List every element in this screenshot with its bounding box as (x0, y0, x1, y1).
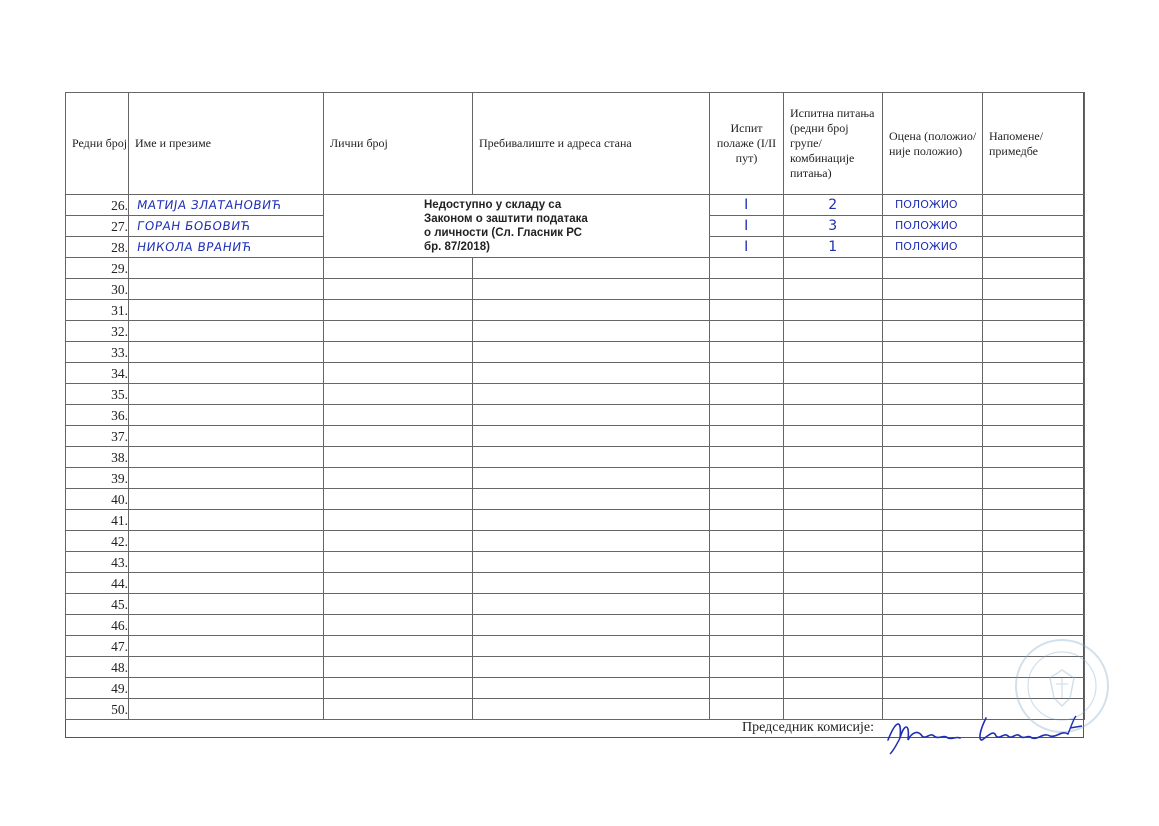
cell-attempt (710, 489, 784, 510)
header-ime: Име и презиме (129, 93, 324, 195)
cell-personal-id (324, 510, 473, 531)
cell-remarks (983, 594, 1085, 615)
table-row (66, 615, 1085, 636)
cell-personal-id (324, 279, 473, 300)
table-row (66, 279, 1085, 300)
cell-address (473, 678, 710, 699)
cell-grade (883, 405, 983, 426)
cell-attempt (710, 447, 784, 468)
cell-remarks (983, 468, 1085, 489)
cell-attempt (710, 657, 784, 678)
cell-personal-id (324, 489, 473, 510)
cell-name (129, 678, 324, 699)
table-row (66, 426, 1085, 447)
table-row (66, 195, 1085, 216)
cell-address (473, 279, 710, 300)
cell-name (129, 405, 324, 426)
row-number: 36. (66, 405, 129, 426)
cell-name (129, 363, 324, 384)
cell-question (784, 447, 883, 468)
handwritten-grade: ПОЛОЖИО (895, 240, 958, 253)
row-number: 37. (66, 426, 129, 447)
cell-name (129, 237, 324, 258)
cell-grade (883, 258, 983, 279)
table-row (66, 573, 1085, 594)
cell-question (784, 237, 883, 258)
handwritten-attempt: I (744, 218, 749, 234)
cell-attempt (710, 615, 784, 636)
cell-address (473, 573, 710, 594)
cell-personal-id (324, 321, 473, 342)
cell-grade (883, 678, 983, 699)
table-row (66, 468, 1085, 489)
cell-remarks (983, 300, 1085, 321)
row-number: 46. (66, 615, 129, 636)
cell-question (784, 321, 883, 342)
cell-question (784, 384, 883, 405)
cell-personal-id (324, 636, 473, 657)
cell-attempt (710, 321, 784, 342)
cell-question (784, 300, 883, 321)
chairman-signature (882, 710, 1092, 756)
cell-grade (883, 594, 983, 615)
cell-personal-id (324, 531, 473, 552)
cell-attempt (710, 531, 784, 552)
cell-question (784, 258, 883, 279)
header-prebivaliste: Пребивалиште и адреса стана (473, 93, 710, 195)
cell-question (784, 552, 883, 573)
cell-question (784, 426, 883, 447)
row-number: 29. (66, 258, 129, 279)
cell-question (784, 636, 883, 657)
row-number: 27. (66, 216, 129, 237)
cell-remarks (983, 321, 1085, 342)
cell-remarks (983, 279, 1085, 300)
cell-address (473, 405, 710, 426)
handwritten-grade: ПОЛОЖИО (895, 198, 958, 211)
cell-address (473, 258, 710, 279)
cell-address (473, 321, 710, 342)
table-row (66, 678, 1085, 699)
table-row (66, 321, 1085, 342)
cell-question (784, 573, 883, 594)
cell-grade (883, 552, 983, 573)
chairman-label: Председник комисије: (742, 720, 874, 735)
handwritten-question: 3 (828, 218, 838, 234)
cell-personal-id (324, 573, 473, 594)
table-row (66, 447, 1085, 468)
row-number: 50. (66, 699, 129, 720)
cell-question (784, 195, 883, 216)
table-row (66, 342, 1085, 363)
cell-question (784, 615, 883, 636)
header-redni-broj: Редни број (66, 93, 129, 195)
cell-address (473, 552, 710, 573)
cell-personal-id (324, 426, 473, 447)
cell-grade (883, 531, 983, 552)
table-row (66, 636, 1085, 657)
handwritten-question: 1 (828, 239, 838, 255)
table-row (66, 384, 1085, 405)
table-row (66, 552, 1085, 573)
cell-grade (883, 216, 983, 237)
exam-table (65, 92, 1085, 720)
cell-name (129, 594, 324, 615)
cell-question (784, 342, 883, 363)
cell-address (473, 489, 710, 510)
row-number: 42. (66, 531, 129, 552)
cell-remarks (983, 426, 1085, 447)
cell-personal-id (324, 363, 473, 384)
row-number: 35. (66, 384, 129, 405)
cell-name (129, 489, 324, 510)
cell-personal-id (324, 300, 473, 321)
cell-grade (883, 363, 983, 384)
row-number: 49. (66, 678, 129, 699)
cell-remarks (983, 510, 1085, 531)
cell-attempt (710, 216, 784, 237)
table-row (66, 489, 1085, 510)
cell-address (473, 363, 710, 384)
cell-name (129, 510, 324, 531)
cell-remarks (983, 216, 1085, 237)
cell-grade (883, 573, 983, 594)
cell-redacted (324, 195, 710, 258)
handwritten-question: 2 (828, 197, 838, 213)
row-number: 26. (66, 195, 129, 216)
cell-attempt (710, 636, 784, 657)
header-licni-broj: Лични број (324, 93, 473, 195)
cell-grade (883, 657, 983, 678)
cell-question (784, 279, 883, 300)
cell-name (129, 636, 324, 657)
cell-question (784, 657, 883, 678)
cell-question (784, 594, 883, 615)
cell-question (784, 489, 883, 510)
cell-attempt (710, 426, 784, 447)
header-ispit-polaze: Испит полаже (I/II пут) (710, 93, 784, 195)
cell-attempt (710, 573, 784, 594)
header-napomene: Напомене/ примедбе (983, 93, 1085, 195)
handwritten-attempt: I (744, 197, 749, 213)
table-row (66, 657, 1085, 678)
cell-question (784, 510, 883, 531)
cell-name (129, 258, 324, 279)
cell-personal-id (324, 384, 473, 405)
cell-personal-id (324, 678, 473, 699)
cell-attempt (710, 594, 784, 615)
row-number: 43. (66, 552, 129, 573)
cell-personal-id (324, 552, 473, 573)
table-row (66, 258, 1085, 279)
cell-name (129, 342, 324, 363)
handwritten-name: ГОРАН БОБОВИЋ (136, 219, 252, 233)
cell-address (473, 657, 710, 678)
cell-question (784, 678, 883, 699)
cell-address (473, 468, 710, 489)
cell-remarks (983, 342, 1085, 363)
cell-personal-id (324, 657, 473, 678)
cell-question (784, 531, 883, 552)
cell-name (129, 468, 324, 489)
row-number: 48. (66, 657, 129, 678)
cell-grade (883, 237, 983, 258)
cell-question (784, 363, 883, 384)
row-number: 34. (66, 363, 129, 384)
cell-attempt (710, 279, 784, 300)
cell-remarks (983, 552, 1085, 573)
cell-personal-id (324, 615, 473, 636)
cell-name (129, 279, 324, 300)
cell-personal-id (324, 447, 473, 468)
cell-grade (883, 321, 983, 342)
cell-address (473, 636, 710, 657)
handwritten-name: НИКОЛА ВРАНИЋ (136, 240, 253, 254)
cell-name (129, 426, 324, 447)
cell-grade (883, 279, 983, 300)
row-number: 47. (66, 636, 129, 657)
cell-remarks (983, 531, 1085, 552)
cell-address (473, 300, 710, 321)
cell-grade (883, 195, 983, 216)
cell-attempt (710, 510, 784, 531)
cell-remarks (983, 615, 1085, 636)
row-number: 41. (66, 510, 129, 531)
table-row (66, 363, 1085, 384)
row-number: 40. (66, 489, 129, 510)
cell-remarks (983, 489, 1085, 510)
cell-name (129, 552, 324, 573)
cell-remarks (983, 447, 1085, 468)
cell-attempt (710, 300, 784, 321)
row-number: 39. (66, 468, 129, 489)
row-number: 38. (66, 447, 129, 468)
cell-attempt (710, 678, 784, 699)
cell-grade (883, 468, 983, 489)
cell-attempt (710, 237, 784, 258)
cell-address (473, 615, 710, 636)
cell-question (784, 405, 883, 426)
table-row (66, 405, 1085, 426)
cell-remarks (983, 363, 1085, 384)
cell-grade (883, 426, 983, 447)
table-row (66, 510, 1085, 531)
cell-grade (883, 510, 983, 531)
header-ispitna-pitanja: Испитна питања (редни број групе/ комбинације питања) (784, 93, 883, 195)
row-number: 30. (66, 279, 129, 300)
cell-attempt (710, 552, 784, 573)
redaction-notice: Недоступно у складу са Законом о заштити података о личности (Сл. Гласник РС бр. 87/2018) (424, 199, 588, 253)
cell-attempt (710, 384, 784, 405)
cell-address (473, 531, 710, 552)
cell-remarks (983, 384, 1085, 405)
handwritten-grade: ПОЛОЖИО (895, 219, 958, 232)
cell-attempt (710, 468, 784, 489)
cell-remarks (983, 573, 1085, 594)
handwritten-name: МАТИЈА ЗЛАТАНОВИЋ (136, 198, 283, 212)
cell-attempt (710, 363, 784, 384)
cell-attempt (710, 405, 784, 426)
cell-question (784, 468, 883, 489)
row-number: 31. (66, 300, 129, 321)
cell-personal-id (324, 405, 473, 426)
cell-name (129, 657, 324, 678)
cell-remarks (983, 195, 1085, 216)
cell-grade (883, 636, 983, 657)
cell-attempt (710, 195, 784, 216)
cell-address (473, 342, 710, 363)
cell-address (473, 447, 710, 468)
cell-name (129, 531, 324, 552)
handwritten-attempt: I (744, 239, 749, 255)
cell-name (129, 216, 324, 237)
table-row (66, 594, 1085, 615)
row-number: 45. (66, 594, 129, 615)
cell-grade (883, 300, 983, 321)
cell-personal-id (324, 594, 473, 615)
cell-name (129, 615, 324, 636)
cell-personal-id (324, 342, 473, 363)
cell-attempt (710, 342, 784, 363)
row-number: 44. (66, 573, 129, 594)
cell-name (129, 573, 324, 594)
row-number: 32. (66, 321, 129, 342)
cell-question (784, 216, 883, 237)
header-ocena: Оцена (положио/ није положио) (883, 93, 983, 195)
table-row (66, 531, 1085, 552)
cell-name (129, 447, 324, 468)
cell-personal-id (324, 258, 473, 279)
row-number: 28. (66, 237, 129, 258)
cell-remarks (983, 258, 1085, 279)
cell-grade (883, 384, 983, 405)
row-number: 33. (66, 342, 129, 363)
cell-grade (883, 615, 983, 636)
cell-address (473, 426, 710, 447)
cell-address (473, 594, 710, 615)
cell-remarks (983, 405, 1085, 426)
cell-address (473, 384, 710, 405)
cell-name (129, 195, 324, 216)
cell-name (129, 384, 324, 405)
cell-grade (883, 342, 983, 363)
cell-name (129, 300, 324, 321)
cell-remarks (983, 237, 1085, 258)
cell-attempt (710, 258, 784, 279)
table-row (66, 300, 1085, 321)
cell-grade (883, 447, 983, 468)
cell-name (129, 321, 324, 342)
cell-address (473, 510, 710, 531)
cell-grade (883, 489, 983, 510)
cell-personal-id (324, 468, 473, 489)
